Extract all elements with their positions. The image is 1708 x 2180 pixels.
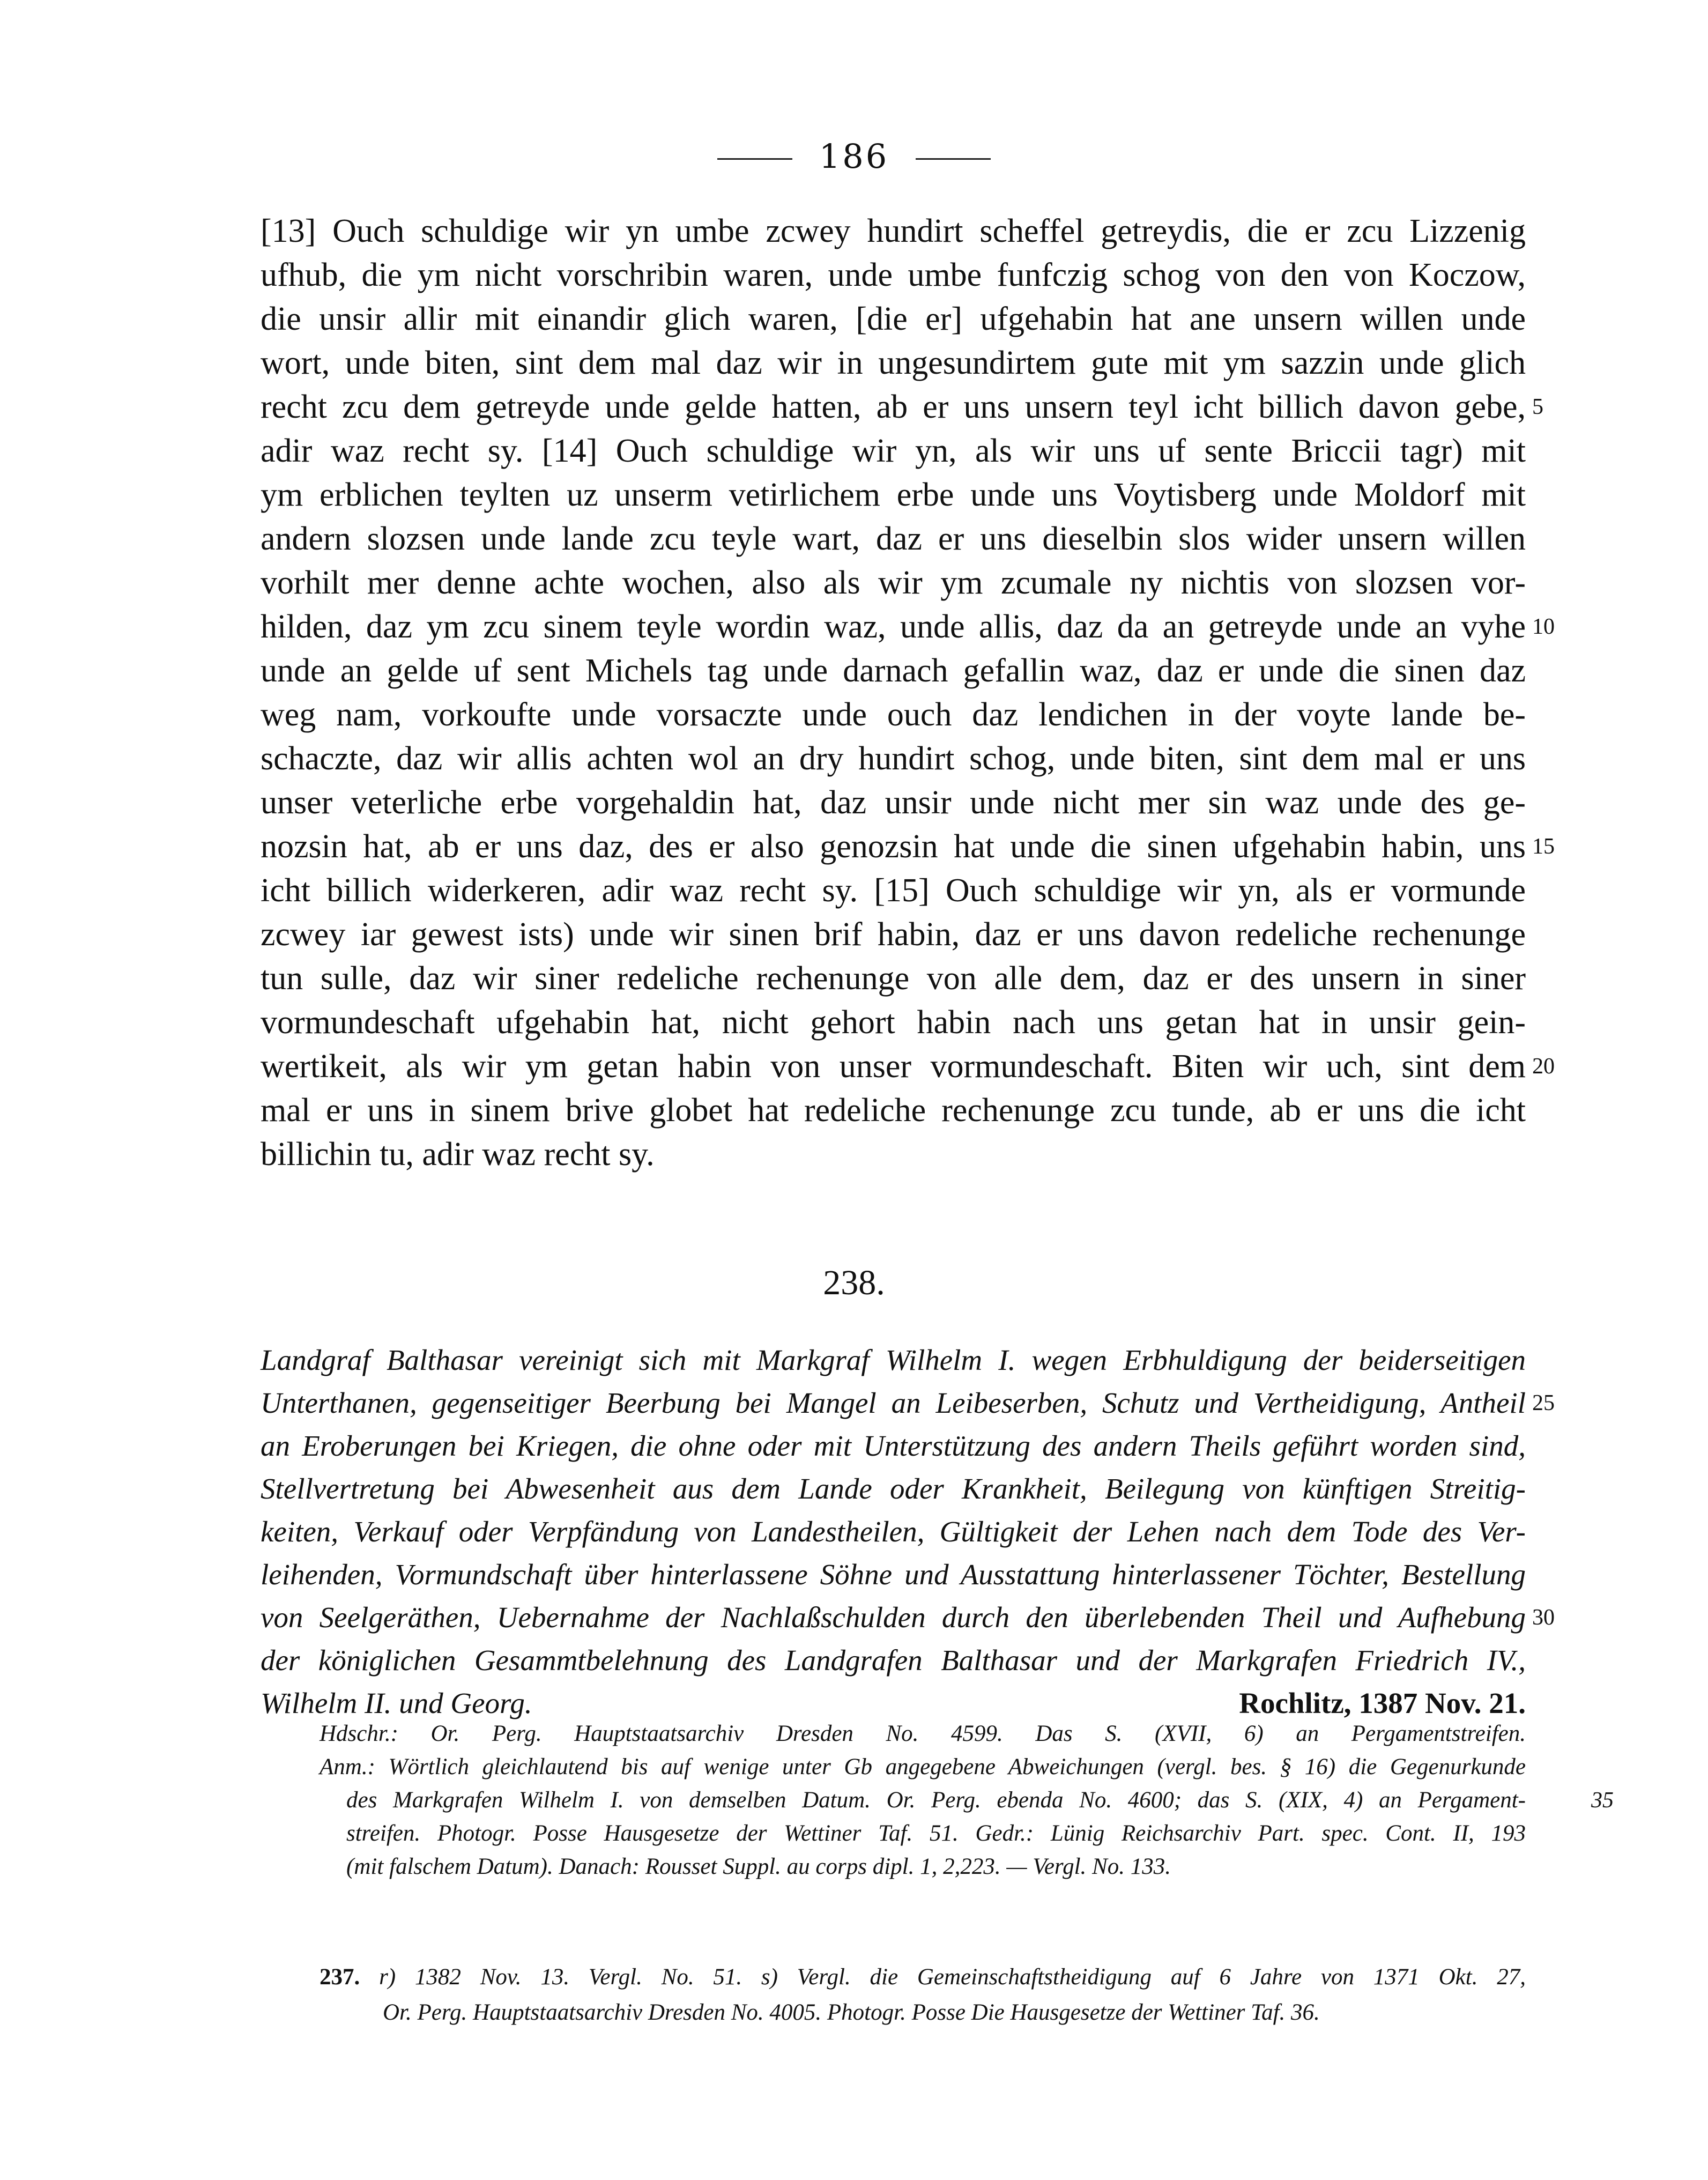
line-text: von Seelgeräthen, Uebernahme der Nachlaßschulden durch den überlebenden Theil und Aufhebung (261, 1601, 1526, 1634)
text-line (261, 473, 1526, 517)
line-text: an Eroberungen bei Kriegen, die ohne oder mit Unterstützung des andern Theils geführt worden sind, (261, 1429, 1526, 1462)
document-notes (320, 1717, 1614, 1884)
line-text: schaczte, daz wir allis achten wol an dry hundirt schog, unde biten, sint dem mal er uns (261, 740, 1526, 777)
line-text: [13] Ouch schuldige wir yn umbe zcwey hundirt scheffel getreydis, die er zcu Lizzenig (261, 213, 1526, 249)
text-line (320, 1784, 1614, 1817)
document-number: 238. (823, 1263, 885, 1302)
line-number: 15 (1532, 834, 1555, 859)
text-line (261, 781, 1526, 825)
text-line (261, 1467, 1526, 1510)
text-line (261, 1339, 1526, 1382)
line-text: adir waz recht sy. [14] Ouch schuldige wir yn, als wir uns uf sente Briccii tagr) mit (261, 433, 1526, 469)
text-line (261, 1425, 1526, 1467)
text-line (261, 649, 1526, 693)
line-text: ufhub, die ym nicht vorschribin waren, unde umbe funfczig schog von den von Koczow, (261, 257, 1526, 293)
text-line (261, 1510, 1526, 1553)
footnote-ref: 237. (320, 1964, 360, 1990)
text-line (261, 561, 1526, 605)
line-text: unde an gelde uf sent Michels tag unde darnach gefallin waz, daz er unde die sinen daz (261, 652, 1526, 689)
text-line (261, 737, 1526, 781)
text-line (261, 517, 1526, 561)
line-text: vormundeschaft ufgehabin hat, nicht gehort habin nach uns getan hat in unsir gein- (261, 1004, 1526, 1041)
line-text: leihenden, Vormundschaft über hinterlassene Söhne und Ausstattung hinterlassener Töchter, Bestellung (261, 1558, 1526, 1591)
line-text: mal er uns in sinem brive globet hat redeliche rechenunge zcu tunde, ab er uns die icht (261, 1092, 1526, 1129)
line-text: zcwey iar gewest ists) unde wir sinen brif habin, daz er uns davon redeliche rechenunge (261, 916, 1526, 953)
line-text: tun sulle, daz wir siner redeliche rechenunge von alle dem, daz er des unsern in siner (261, 960, 1526, 997)
line-text: ym erblichen teylten uz unserm vetirlichem erbe unde uns Voytisberg unde Moldorf mit (261, 477, 1526, 513)
page-header (0, 137, 1708, 176)
text-line (261, 1088, 1526, 1132)
text-line (320, 1850, 1526, 1884)
line-text: Anm.: Wörtlich gleichlautend bis auf wenige unter Gb angegebene Abweichungen (vergl. bes. § 16) die Gegenurkunde (320, 1754, 1526, 1779)
line-text: hilden, daz ym zcu sinem teyle wordin waz, unde allis, daz da an getreyde unde an vyhe (261, 609, 1526, 645)
text-line (261, 825, 1555, 869)
line-number: 10 (1532, 614, 1555, 639)
line-text: vorhilt mer denne achte wochen, also als wir ym zcumale ny nichtis von slozsen vor- (261, 565, 1526, 601)
line-text: wort, unde biten, sint dem mal daz wir in ungesundirtem gute mit ym sazzin unde glich (261, 345, 1526, 381)
line-text: unser veterliche erbe vorgehaldin hat, daz unsir unde nicht mer sin waz unde des ge- (261, 784, 1526, 821)
line-text: streifen. Photogr. Posse Hausgesetze der Wettiner Taf. 51. Gedr.: Lünig Reichsarchiv Part. spec. Cont. II, 193 (346, 1821, 1526, 1846)
text-line (320, 1817, 1526, 1850)
text-line (261, 1639, 1526, 1682)
footnotes (320, 1960, 1526, 2030)
line-text: Hdschr.: Or. Perg. Hauptstaatsarchiv Dresden No. 4599. Das S. (XVII, 6) an Pergamentstreifen. (320, 1721, 1526, 1746)
line-text: Unterthanen, gegenseitiger Beerbung bei Mangel an Leibeserben, Schutz und Vertheidigung, Antheil (261, 1386, 1526, 1419)
text-line (261, 869, 1526, 913)
footnote-line: Or. Perg. Hauptstaatsarchiv Dresden No. 4005. Photogr. Posse Die Hausgesetze der Wettiner Taf. 36. (383, 2000, 1320, 2025)
text-line (261, 253, 1526, 297)
line-text: Stellvertretung bei Abwesenheit aus dem Lande oder Krankheit, Beilegung von künftigen Streitig- (261, 1472, 1526, 1505)
line-text: Landgraf Balthasar vereinigt sich mit Markgraf Wilhelm I. wegen Erbhuldigung der beiderseitigen (261, 1344, 1526, 1376)
line-number: 5 (1532, 395, 1543, 419)
line-text: der königlichen Gesammtbelehnung des Landgrafen Balthasar und der Markgrafen Friedrich IV., (261, 1644, 1526, 1677)
line-number: 25 (1532, 1391, 1555, 1415)
footnote-text: r) 1382 Nov. 13. Vergl. No. 51. s) Vergl. die Gemeinschaftstheidigung auf 6 Jahre von 1371 Okt. 27, (379, 1964, 1526, 1990)
line-text: andern slozsen unde lande zcu teyle wart, daz er uns dieselbin slos wider unsern willen (261, 521, 1526, 557)
line-text: keiten, Verkauf oder Verpfändung von Landestheilen, Gültigkeit der Lehen nach dem Tode des Ver- (261, 1515, 1526, 1548)
text-line (261, 1132, 1526, 1176)
text-line (320, 1717, 1526, 1751)
line-text: wertikeit, als wir ym getan habin von unser vormundeschaft. Biten wir uch, sint dem (261, 1048, 1526, 1085)
text-line (261, 956, 1526, 1000)
header-rule-left (717, 158, 792, 160)
line-number: 35 (1591, 1788, 1614, 1813)
document-summary (261, 1339, 1555, 1725)
text-line (261, 209, 1526, 253)
line-number: 20 (1532, 1054, 1555, 1079)
text-line (261, 341, 1526, 385)
text-line (261, 385, 1543, 429)
text-line (261, 1596, 1555, 1639)
text-line (261, 429, 1526, 473)
text-line (320, 1751, 1526, 1784)
text-line (261, 913, 1526, 956)
place-date: Rochlitz, 1387 Nov. 21. (1239, 1687, 1526, 1719)
header-rule-right (916, 158, 991, 160)
line-text: billichin tu, adir waz recht sy. (261, 1136, 655, 1173)
line-text: Wilhelm II. und Georg. (261, 1687, 532, 1719)
text-line (261, 1044, 1555, 1088)
line-text: weg nam, vorkoufte unde vorsaczte unde ouch daz lendichen in der voyte lande be- (261, 696, 1526, 733)
main-text (261, 209, 1555, 1176)
line-text: recht zcu dem getreyde unde gelde hatten, ab er uns unsern teyl icht billich davon gebe, (261, 389, 1526, 425)
text-line (261, 1553, 1526, 1596)
line-text: die unsir allir mit einandir glich waren, [die er] ufgehabin hat ane unsern willen unde (261, 301, 1526, 337)
line-text: icht billich widerkeren, adir waz recht sy. [15] Ouch schuldige wir yn, als er vormunde (261, 872, 1526, 909)
text-line (261, 297, 1526, 341)
text-line (261, 1382, 1555, 1425)
text-line (261, 693, 1526, 737)
text-line (261, 1000, 1526, 1044)
line-text: nozsin hat, ab er uns daz, des er also genozsin hat unde die sinen ufgehabin habin, uns (261, 828, 1526, 865)
footnote-line (320, 1960, 1526, 1995)
line-text: (mit falschem Datum). Danach: Rousset Suppl. au corps dipl. 1, 2,223. — Vergl. No. 133. (346, 1854, 1171, 1879)
text-line (261, 605, 1555, 649)
page-number: 186 (819, 137, 889, 176)
line-text: des Markgrafen Wilhelm I. von demselben Datum. Or. Perg. ebenda No. 4600; das S. (XIX, 4) an Pergament- (346, 1788, 1526, 1813)
line-number: 30 (1532, 1605, 1555, 1630)
